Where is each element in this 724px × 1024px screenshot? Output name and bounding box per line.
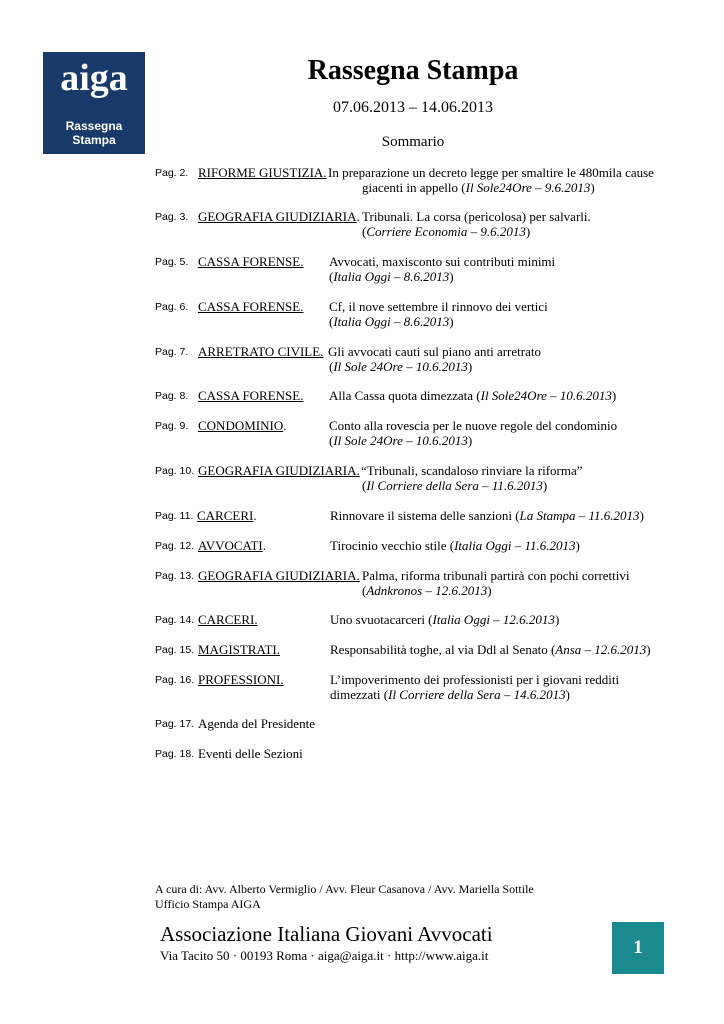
article-line2-end: )	[525, 224, 531, 239]
article-title-text: Tribunali. La corsa (pericolosa) per salvarli.	[362, 209, 591, 224]
article-source: Il Sole24Ore – 10.6.2013	[480, 388, 612, 403]
article-line2	[362, 224, 530, 239]
article-line2-start: (	[362, 478, 367, 493]
article-title-text: Rinnovare il sistema delle sanzioni (	[330, 508, 520, 523]
section-link[interactable]: CASSA FORENSE.	[198, 299, 304, 314]
article-title	[330, 672, 619, 687]
section-label	[198, 418, 286, 433]
page-ref: Pag. 18.	[155, 748, 195, 760]
article-line2-end: )	[449, 269, 454, 284]
summary-entry	[0, 538, 724, 570]
section-link[interactable]: MAGISTRATI.	[198, 642, 280, 657]
article-title-text: Conto alla rovescia per le nuove regole del condominio	[329, 418, 618, 433]
section-label	[198, 299, 303, 314]
article-line2	[330, 687, 570, 702]
article-line2	[329, 269, 454, 284]
date-range: 07.06.2013 – 14.06.2013	[333, 99, 493, 116]
article-source: Il Sole24Ore – 9.6.2013	[465, 180, 591, 195]
summary-entry	[0, 344, 724, 376]
section-label	[198, 672, 284, 687]
article-line2-end: )	[487, 583, 492, 598]
article-line2	[362, 180, 595, 195]
article-title	[362, 209, 591, 224]
summary-entry	[0, 642, 724, 674]
article-title-text: Palma, riforma tribunali partirà con pochi correttivi	[362, 568, 630, 583]
section-suffix: .	[356, 209, 360, 224]
article-line2	[362, 478, 547, 493]
section-label	[198, 746, 303, 761]
section-link[interactable]: CASSA FORENSE.	[198, 254, 304, 269]
article-title	[362, 568, 630, 583]
page-ref: Pag. 2.	[155, 167, 189, 179]
article-source: La Stampa – 11.6.2013	[519, 508, 640, 523]
article-title-end: )	[639, 508, 644, 523]
article-title	[328, 165, 654, 180]
page-ref: Pag. 5.	[155, 256, 189, 268]
page-ref: Pag. 14.	[155, 614, 195, 626]
article-title-text: In preparazione un decreto legge per smaltire le 480mila cause	[328, 165, 654, 180]
article-title-text: Avvocati, maxisconto sui contributi minimi	[329, 254, 556, 269]
article-title-text: Tirocinio vecchio stile (	[330, 538, 455, 553]
summary-entry	[0, 299, 724, 331]
article-line2-start: giacenti in appello (	[362, 180, 466, 195]
article-line2-start: (	[329, 359, 334, 374]
section-link[interactable]: PROFESSIONI.	[198, 672, 284, 687]
article-source: Corriere Economia – 9.6.2013	[366, 224, 526, 239]
page-number-badge: 1	[612, 922, 664, 974]
article-line2-start: (	[329, 433, 334, 448]
credits	[155, 882, 534, 912]
article-title	[328, 344, 541, 359]
article-title-text: L’impoverimento dei professionisti per i giovani redditi	[330, 672, 620, 687]
organization-name: Associazione Italiana Giovani Avvocati	[160, 922, 493, 946]
page-ref: Pag. 16.	[155, 674, 195, 686]
logo-subtitle	[43, 119, 145, 147]
page-ref: Pag. 13.	[155, 570, 195, 582]
article-title-text: Uno svuotacarceri (	[330, 612, 433, 627]
section-link[interactable]: CONDOMINIO	[198, 418, 284, 433]
article-title-text: Responsabilità toghe, al via Ddl al Senato (	[330, 642, 556, 657]
article-title	[329, 388, 616, 403]
page-ref: Pag. 7.	[155, 346, 189, 358]
article-title-text: Gli avvocati cauti sul piano anti arretrato	[328, 344, 541, 359]
section-label	[198, 568, 360, 583]
aiga-logo	[43, 52, 145, 154]
section-link[interactable]: GEOGRAFIA GIUDIZIARIA	[198, 209, 357, 224]
section-link[interactable]: RIFORME GIUSTIZIA.	[198, 165, 327, 180]
summary-entry	[0, 508, 724, 540]
article-title-end: )	[575, 538, 580, 553]
section-link[interactable]: GEOGRAFIA GIUDIZIARIA.	[198, 568, 360, 583]
section-link[interactable]: CARCERI.	[198, 612, 258, 627]
page-ref: Pag. 17.	[155, 718, 195, 730]
section-label	[198, 165, 327, 180]
section-link[interactable]: ARRETRATO CIVILE.	[198, 344, 324, 359]
article-line2-start: dimezzati (	[330, 687, 389, 702]
section-label	[198, 612, 258, 627]
credits-office: Ufficio Stampa AIGA	[155, 897, 261, 911]
section-label	[198, 538, 266, 553]
article-line2	[329, 359, 472, 374]
section-suffix: .	[262, 538, 267, 553]
article-title	[329, 418, 617, 433]
page-ref: Pag. 15.	[155, 644, 195, 656]
article-title-text: “Tribunali, scandaloso rinviare la riforma”	[361, 463, 583, 478]
summary-entry	[0, 716, 724, 748]
section-label	[198, 716, 315, 731]
article-line2-end: )	[449, 314, 454, 329]
logo-subtitle-line1: Rassegna	[65, 119, 123, 133]
section-link[interactable]: AVVOCATI	[198, 538, 263, 553]
article-title	[329, 254, 555, 269]
article-source: Adnkronos – 12.6.2013	[366, 583, 488, 598]
section-suffix: .	[283, 418, 287, 433]
article-source: Italia Oggi – 11.6.2013	[454, 538, 576, 553]
article-line2-start: (	[362, 583, 367, 598]
article-line2-end: )	[467, 433, 473, 448]
article-title	[330, 612, 559, 627]
logo-subtitle-line2: Stampa	[72, 133, 116, 147]
page-ref: Pag. 8.	[155, 390, 189, 402]
section-label	[198, 254, 303, 269]
article-line2	[362, 583, 492, 598]
article-line2	[329, 433, 472, 448]
organization-address: Via Tacito 50 · 00193 Roma · aiga@aiga.it · http://www.aiga.it	[160, 948, 489, 963]
article-source: Il Sole 24Ore – 10.6.2013	[333, 359, 468, 374]
section-suffix: Agenda del Presidente	[198, 716, 315, 731]
article-title	[329, 299, 548, 314]
summary-entry	[0, 568, 724, 600]
article-source: Italia Oggi – 8.6.2013	[333, 269, 450, 284]
article-source: Il Sole 24Ore – 10.6.2013	[333, 433, 468, 448]
page-ref: Pag. 11.	[155, 510, 194, 522]
summary-entry	[0, 388, 724, 420]
article-line2-start: (	[329, 269, 334, 284]
article-line2-start: (	[329, 314, 334, 329]
article-title	[330, 538, 580, 553]
summary-entry	[0, 418, 724, 450]
summary-entry	[0, 672, 724, 704]
summary-entry	[0, 165, 724, 197]
article-source: Il Corriere della Sera – 11.6.2013	[366, 478, 543, 493]
credits-authors: A cura di: Avv. Alberto Vermiglio / Avv. Fleur Casanova / Avv. Mariella Sottile	[155, 882, 534, 896]
article-line2-end: )	[565, 687, 570, 702]
logo-word: aiga	[60, 57, 128, 99]
article-title-text: Alla Cassa quota dimezzata (	[329, 388, 481, 403]
page-ref: Pag. 10.	[155, 465, 195, 477]
article-line2-end: )	[542, 478, 548, 493]
section-link[interactable]: CARCERI	[197, 508, 254, 523]
summary-entry	[0, 463, 724, 495]
summary-heading: Sommario	[381, 134, 445, 150]
section-label	[198, 642, 280, 657]
article-title	[330, 642, 651, 657]
section-label	[198, 209, 360, 224]
article-title-end: )	[611, 388, 617, 403]
article-line2	[329, 314, 454, 329]
article-line2-end: )	[590, 180, 595, 195]
article-line2-start: (	[362, 224, 367, 239]
page-ref: Pag. 12.	[155, 540, 195, 552]
article-source: Il Corriere della Sera – 14.6.2013	[388, 687, 566, 702]
page-title: Rassegna Stampa	[307, 55, 519, 86]
section-link[interactable]: GEOGRAFIA GIUDIZIARIA.	[198, 463, 360, 478]
summary-entry	[0, 254, 724, 286]
summary-entry	[0, 746, 724, 778]
section-link[interactable]: CASSA FORENSE.	[198, 388, 304, 403]
section-label	[198, 344, 323, 359]
summary-entry	[0, 612, 724, 644]
article-source: Italia Oggi – 12.6.2013	[432, 612, 555, 627]
section-suffix: .	[253, 508, 257, 523]
article-line2-end: )	[467, 359, 473, 374]
section-label	[197, 508, 257, 523]
section-label	[198, 463, 360, 478]
article-source: Italia Oggi – 8.6.2013	[333, 314, 450, 329]
article-title-text: Cf, il nove settembre il rinnovo dei vertici	[329, 299, 548, 314]
page-ref: Pag. 9.	[155, 420, 189, 432]
article-title-end: )	[646, 642, 651, 657]
article-source: Ansa – 12.6.2013	[555, 642, 647, 657]
article-title	[330, 508, 644, 523]
article-title-end: )	[554, 612, 560, 627]
summary-entry	[0, 209, 724, 241]
page-ref: Pag. 6.	[155, 301, 189, 313]
section-label	[198, 388, 303, 403]
section-suffix: Eventi delle Sezioni	[198, 746, 303, 761]
page-ref: Pag. 3.	[155, 211, 189, 223]
article-title	[361, 463, 583, 478]
